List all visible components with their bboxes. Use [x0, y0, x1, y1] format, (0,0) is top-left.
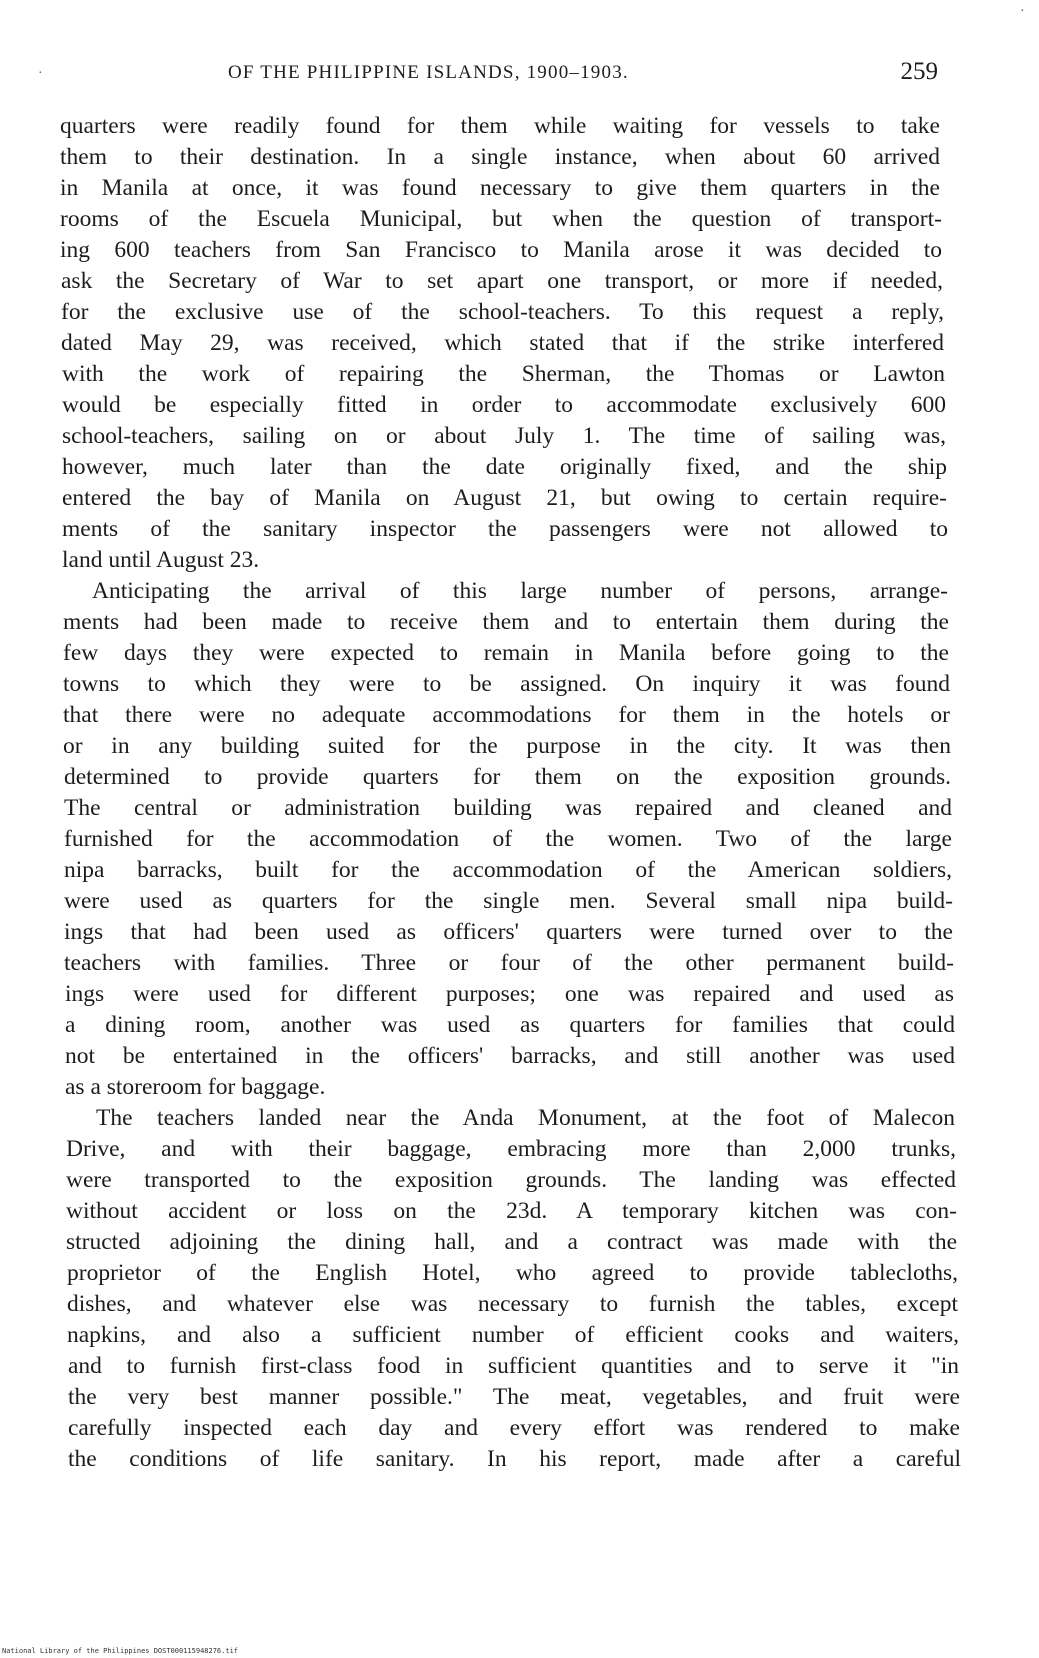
text-line: as a storeroom for baggage.: [65, 1074, 326, 1100]
text-line: would be especially fitted in order to accommodate exclusively 600: [62, 392, 946, 418]
text-line: ings were used for different purposes; one was repaired and used as: [65, 981, 954, 1007]
text-line: structed adjoining the dining hall, and a contract was made with the: [66, 1229, 957, 1255]
text-line: were used as quarters for the single men. Several small nipa build-: [64, 888, 953, 914]
text-line: school-teachers, sailing on or about July 1. The time of sailing was,: [62, 423, 946, 449]
text-line: the very best manner possible." The meat, vegetables, and fruit were: [68, 1384, 960, 1410]
text-line: nipa barracks, built for the accommodation of the American soldiers,: [64, 857, 952, 883]
text-line: dated May 29, was received, which stated that if the strike interfered: [61, 330, 944, 356]
text-line: proprietor of the English Hotel, who agreed to provide tablecloths,: [67, 1260, 958, 1286]
page-number: 259: [900, 58, 938, 85]
text-line: were transported to the exposition grounds. The landing was effected: [66, 1167, 956, 1193]
text-line: teachers with families. Three or four of the other permanent build-: [64, 950, 954, 976]
scan-speck: ·: [38, 66, 43, 81]
text-line: ing 600 teachers from San Francisco to Manila arose it was decided to: [60, 237, 942, 263]
text-line: without accident or loss on the 23d. A temporary kitchen was con-: [66, 1198, 957, 1224]
text-line: Anticipating the arrival of this large number of persons, arrange-: [92, 578, 948, 604]
text-line: carefully inspected each day and every effort was rendered to make: [68, 1415, 960, 1441]
text-line: dishes, and whatever else was necessary to furnish the tables, except: [67, 1291, 958, 1317]
text-line: a dining room, another was used as quarters for families that could: [65, 1012, 955, 1038]
text-line: towns to which they were to be assigned. On inquiry it was found: [63, 671, 950, 697]
text-line: ings that had been used as officers' quarters were turned over to the: [64, 919, 953, 945]
text-line: rooms of the Escuela Municipal, but when the question of transport-: [60, 206, 942, 232]
running-head: [60, 58, 940, 88]
text-line: determined to provide quarters for them on the exposition grounds.: [64, 764, 951, 790]
text-line: ments had been made to receive them and to entertain them during the: [63, 609, 949, 635]
text-line: or in any building suited for the purpose in the city. It was then: [63, 733, 951, 759]
text-line: the conditions of life sanitary. In his report, made after a careful: [68, 1446, 961, 1472]
text-line: napkins, and also a sufficient number of efficient cooks and waiters,: [67, 1322, 959, 1348]
text-line: quarters were readily found for them while waiting for vessels to take: [60, 113, 940, 139]
text-line: few days they were expected to remain in Manila before going to the: [63, 640, 949, 666]
text-line: for the exclusive use of the school-teachers. To this request a reply,: [61, 299, 944, 325]
text-line: The teachers landed near the Anda Monument, at the foot of Malecon: [96, 1105, 955, 1131]
text-line: ments of the sanitary inspector the passengers were not allowed to: [62, 516, 948, 542]
text-line: that there were no adequate accommodations for them in the hotels or: [63, 702, 950, 728]
text-line: land until August 23.: [62, 547, 260, 573]
text-line: Drive, and with their baggage, embracing more than 2,000 trunks,: [66, 1136, 956, 1162]
text-line: them to their destination. In a single instance, when about 60 arrived: [60, 144, 940, 170]
text-line: not be entertained in the officers' barracks, and still another was used: [65, 1043, 955, 1069]
text-line: and to furnish first-class food in sufficient quantities and to serve it "in: [68, 1353, 959, 1379]
scan-speck: ·: [1020, 4, 1025, 19]
text-line: in Manila at once, it was found necessary to give them quarters in the: [60, 175, 940, 201]
text-line: entered the bay of Manila on August 21, but owing to certain require-: [62, 485, 947, 511]
text-line: The central or administration building was repaired and cleaned and: [64, 795, 952, 821]
scan-source-line: National Library of the Philippines DOST000115948276.tif: [2, 1647, 239, 1655]
text-line: furnished for the accommodation of the women. Two of the large: [64, 826, 952, 852]
text-line: with the work of repairing the Sherman, the Thomas or Lawton: [62, 361, 945, 387]
running-title: OF THE PHILIPPINE ISLANDS, 1900–1903.: [228, 62, 629, 83]
text-line: however, much later than the date originally fixed, and the ship: [62, 454, 947, 480]
text-line: ask the Secretary of War to set apart one transport, or more if needed,: [61, 268, 943, 294]
